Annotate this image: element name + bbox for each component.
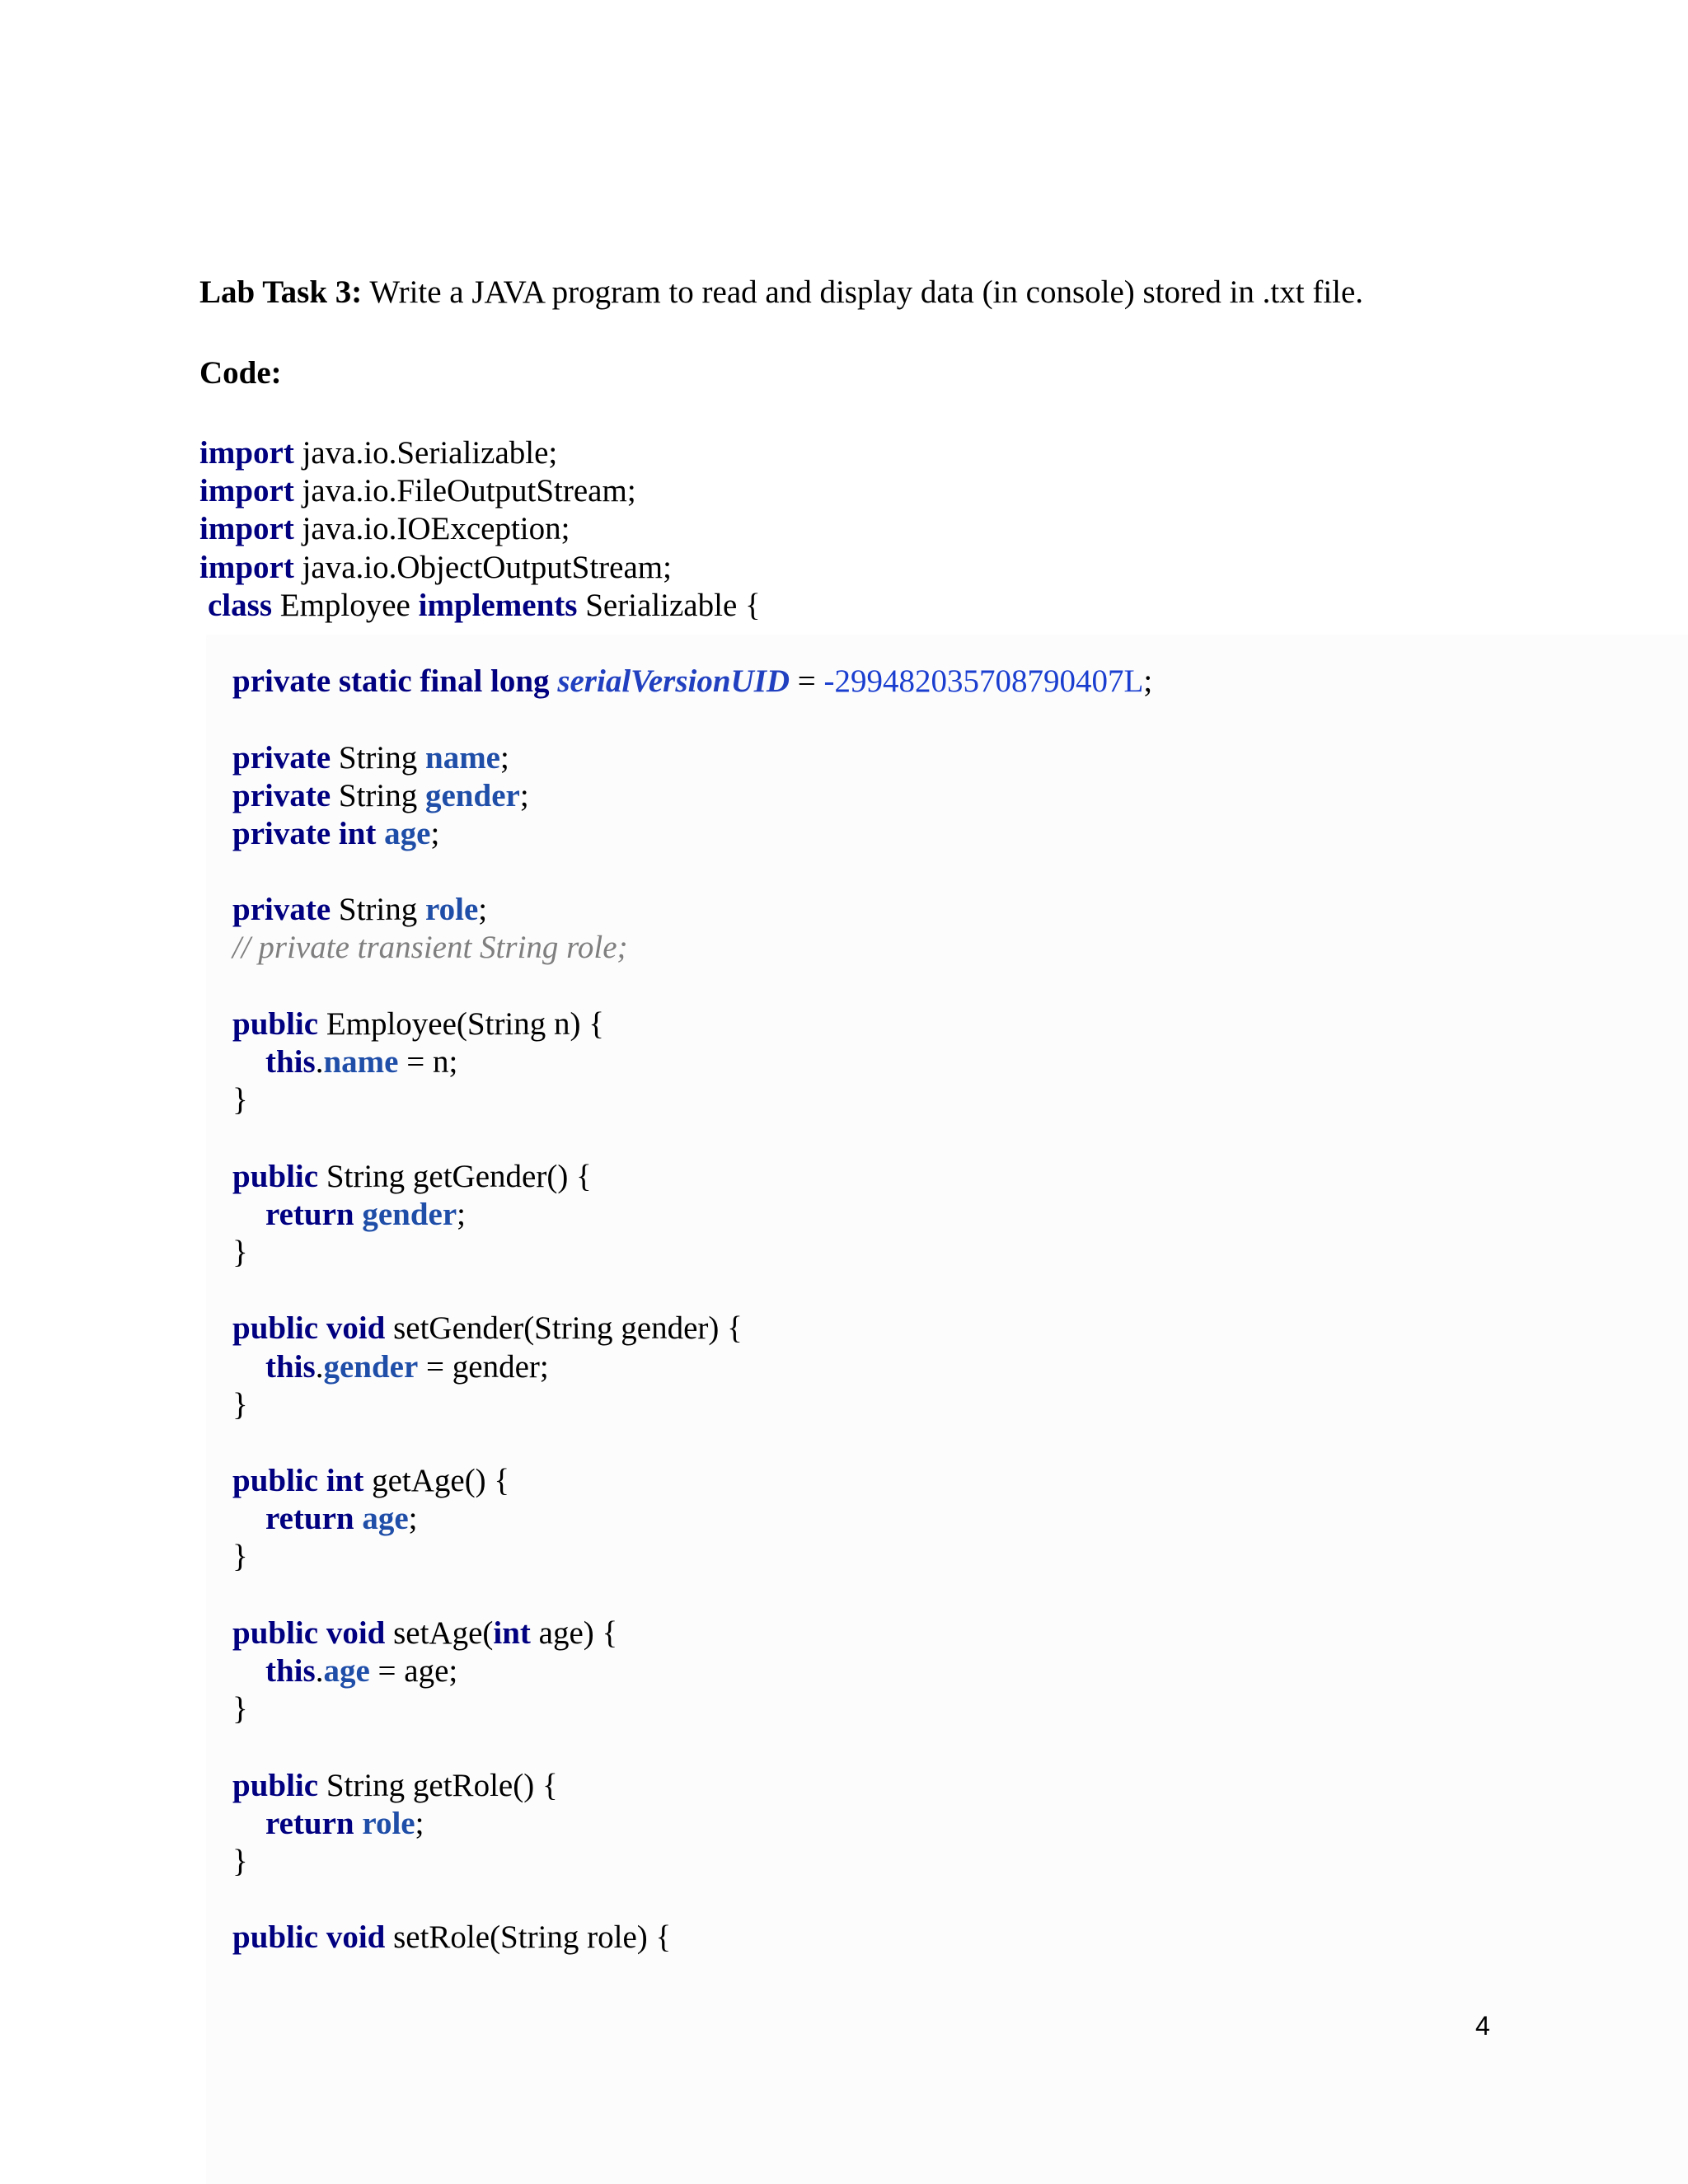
method-signature: public void setGender(String gender) {: [232, 1310, 743, 1347]
task-label: Lab Task 3:: [199, 274, 363, 310]
import-line: import java.io.IOException;: [199, 511, 570, 547]
closing-brace: }: [232, 1386, 248, 1422]
import-line: import java.io.ObjectOutputStream;: [199, 549, 672, 585]
field-declaration: private String name;: [232, 739, 509, 776]
import-line: import java.io.Serializable;: [199, 435, 558, 471]
method-body: return role;: [265, 1805, 424, 1841]
method-signature: public String getRole() {: [232, 1767, 558, 1803]
field-declaration: private String role;: [232, 892, 488, 928]
method-body: return gender;: [265, 1196, 466, 1232]
closing-brace: }: [232, 1234, 248, 1270]
class-declaration: class Employee implements Serializable {: [208, 587, 761, 623]
method-signature: public String getGender() {: [232, 1158, 592, 1194]
field-declaration: private int age;: [232, 815, 440, 851]
closing-brace: }: [232, 1843, 248, 1879]
page-number: 4: [1475, 2011, 1490, 2041]
method-body: this.gender = gender;: [265, 1348, 549, 1385]
method-signature: public void setRole(String role) {: [232, 1919, 672, 1956]
constructor-signature: public Employee(String n) {: [232, 1005, 604, 1042]
task-text: Write a JAVA program to read and display data (in console) stored in .txt file.: [362, 274, 1364, 310]
task-statement: [199, 274, 1363, 311]
closing-brace: }: [232, 1539, 248, 1575]
code-heading: Code:: [199, 355, 282, 391]
closing-brace: }: [232, 1082, 248, 1118]
method-body: return age;: [265, 1501, 418, 1537]
import-line: import java.io.FileOutputStream;: [199, 473, 636, 509]
constructor-body: this.name = n;: [265, 1044, 458, 1080]
code-block: [199, 434, 1152, 1957]
code-comment: // private transient String role;: [232, 930, 628, 966]
serial-uid-line: private static final long serialVersionUID = -299482035708790407L;: [232, 663, 1153, 700]
method-signature: public int getAge() {: [232, 1463, 510, 1499]
method-body: this.age = age;: [265, 1653, 458, 1689]
field-declaration: private String gender;: [232, 777, 529, 813]
method-signature: public void setAge(int age) {: [232, 1615, 618, 1651]
closing-brace: }: [232, 1691, 248, 1727]
